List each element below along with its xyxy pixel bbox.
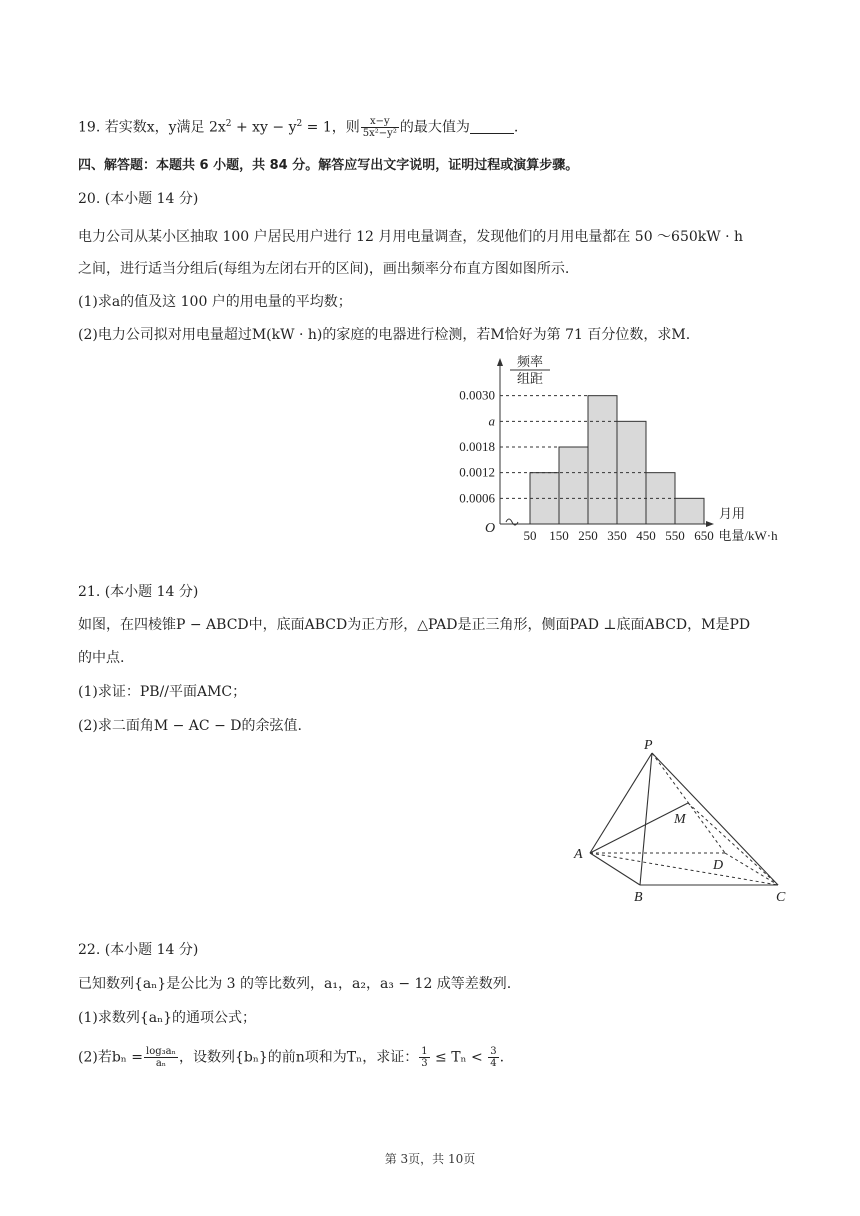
x-tick-label: 550 <box>665 528 685 543</box>
q22-fraction-three-quarters <box>488 1046 498 1069</box>
y-label-bottom: 组距 <box>516 371 544 386</box>
q20-number: 20. (本小题 14 分) <box>78 191 199 207</box>
q22-stem: 已知数列{aₙ}是公比为 3 的等比数列，a₁，a₂，a₃ − 12 成等差数列. <box>78 976 512 992</box>
edge-pb <box>640 753 652 885</box>
x-tick-label: 450 <box>636 528 656 543</box>
x-label-top: 月用 <box>718 506 746 521</box>
y-tick-label: 0.0030 <box>459 387 495 403</box>
q22-part2-pre: (2)若bₙ = <box>78 1049 144 1066</box>
label-a: A <box>574 847 583 862</box>
histogram-bar <box>588 396 617 524</box>
q19-number: 19. <box>78 119 101 136</box>
q19-sq: 2 <box>225 119 232 129</box>
y-tick-label: 0.0012 <box>459 464 495 480</box>
q22-fraction-b <box>144 1046 178 1069</box>
origin-label: O <box>484 521 496 536</box>
label-m: M <box>674 812 686 827</box>
q21-stem-line2: 的中点. <box>78 650 125 666</box>
q19-mid2: = 1，则 <box>302 119 360 136</box>
q21-number: 21. (本小题 14 分) <box>78 584 199 600</box>
edge-am <box>590 803 688 853</box>
q20-part2: (2)电力公司拟对用电量超过M(kW · h)的家庭的电器进行检测，若M恰好为第 71 百分位数，求M. <box>78 327 691 343</box>
pyramid-figure <box>570 735 800 910</box>
q22-frac-num: log₃aₙ <box>146 1046 176 1057</box>
label-b: B <box>634 890 643 905</box>
q22-frac3-den: 4 <box>490 1058 497 1069</box>
q22-part2-end: . <box>499 1049 505 1066</box>
label-d: D <box>713 858 724 873</box>
q22-part2-mid: ，设数列{bₙ}的前n项和为Tₙ，求证： <box>178 1049 419 1066</box>
page-footer: 第 3页，共 10页 <box>384 1152 476 1166</box>
q19-pre: 若实数x，y满足 2x <box>104 119 226 136</box>
x-label-bottom: 电量/kW·h <box>718 528 778 543</box>
q22-frac3-num: 3 <box>490 1046 497 1057</box>
y-tick-label: a <box>488 413 495 429</box>
q20-stem-line1: 电力公司从某小区抽取 100 户居民用户进行 12 月用电量调查，发现他们的月用电量都在 50 ～650kW · h <box>78 229 744 245</box>
answer-blank[interactable] <box>470 119 514 134</box>
q22-part1: (1)求数列{aₙ}的通项公式； <box>78 1010 257 1026</box>
q21-stem-line1: 如图，在四棱锥P − ABCD中，底面ABCD为正方形，△PAD是正三角形，侧面PAD ⊥底面ABCD，M是PD <box>78 617 751 633</box>
x-axis-arrow <box>706 521 714 527</box>
q22-frac2-num: 1 <box>421 1046 428 1057</box>
q19-fraction <box>361 116 399 139</box>
y-axis-arrow <box>497 358 503 366</box>
q21-part1: (1)求证：PB//平面AMC； <box>78 684 247 700</box>
x-tick-label: 150 <box>549 528 569 543</box>
q19-frac-den: 5x²−y² <box>362 128 397 140</box>
q22-part2 <box>78 1046 504 1069</box>
x-tick-label: 250 <box>578 528 598 543</box>
edge-ab <box>590 853 640 885</box>
q20-stem-line2: 之间，进行适当分组后(每组为左闭右开的区间)，画出频率分布直方图如图所示. <box>78 261 570 277</box>
histogram-bar <box>559 447 588 524</box>
section-heading: 四、解答题：本题共 6 小题，共 84 分。解答应写出文字说明，证明过程或演算步骤。 <box>78 158 579 173</box>
edge-ac <box>590 853 778 885</box>
q19-mid: + xy − y <box>231 119 297 136</box>
q20-part1: (1)求a的值及这 100 户的用电量的平均数； <box>78 294 352 310</box>
y-tick-label: 0.0018 <box>459 439 495 454</box>
edge-mc <box>688 803 778 885</box>
y-tick-label: 0.0006 <box>459 490 495 506</box>
q22-number: 22. (本小题 14 分) <box>78 942 199 958</box>
q21-part2: (2)求二面角M − AC − D的余弦值. <box>78 718 302 734</box>
q22-frac2-den: 3 <box>421 1058 428 1069</box>
q22-fraction-one-third <box>419 1046 429 1069</box>
label-c: C <box>776 890 786 905</box>
histogram-bar <box>675 498 704 524</box>
q19-sq2: 2 <box>296 119 303 129</box>
x-tick-label: 650 <box>694 528 714 543</box>
x-tick-label: 350 <box>607 528 627 543</box>
q19-frac-num: x−y <box>361 116 399 128</box>
q22-frac-den: aₙ <box>155 1058 167 1069</box>
label-p: P <box>644 738 653 753</box>
q22-ineq: ≤ Tₙ < <box>430 1049 488 1066</box>
y-label-top: 频率 <box>516 354 544 369</box>
x-tick-label: 50 <box>523 528 537 543</box>
q19-tail: . <box>513 119 519 136</box>
histogram-chart <box>440 350 800 550</box>
q19-post: 的最大值为 <box>399 119 470 136</box>
edge-pa <box>590 753 652 853</box>
question-19 <box>78 114 518 139</box>
